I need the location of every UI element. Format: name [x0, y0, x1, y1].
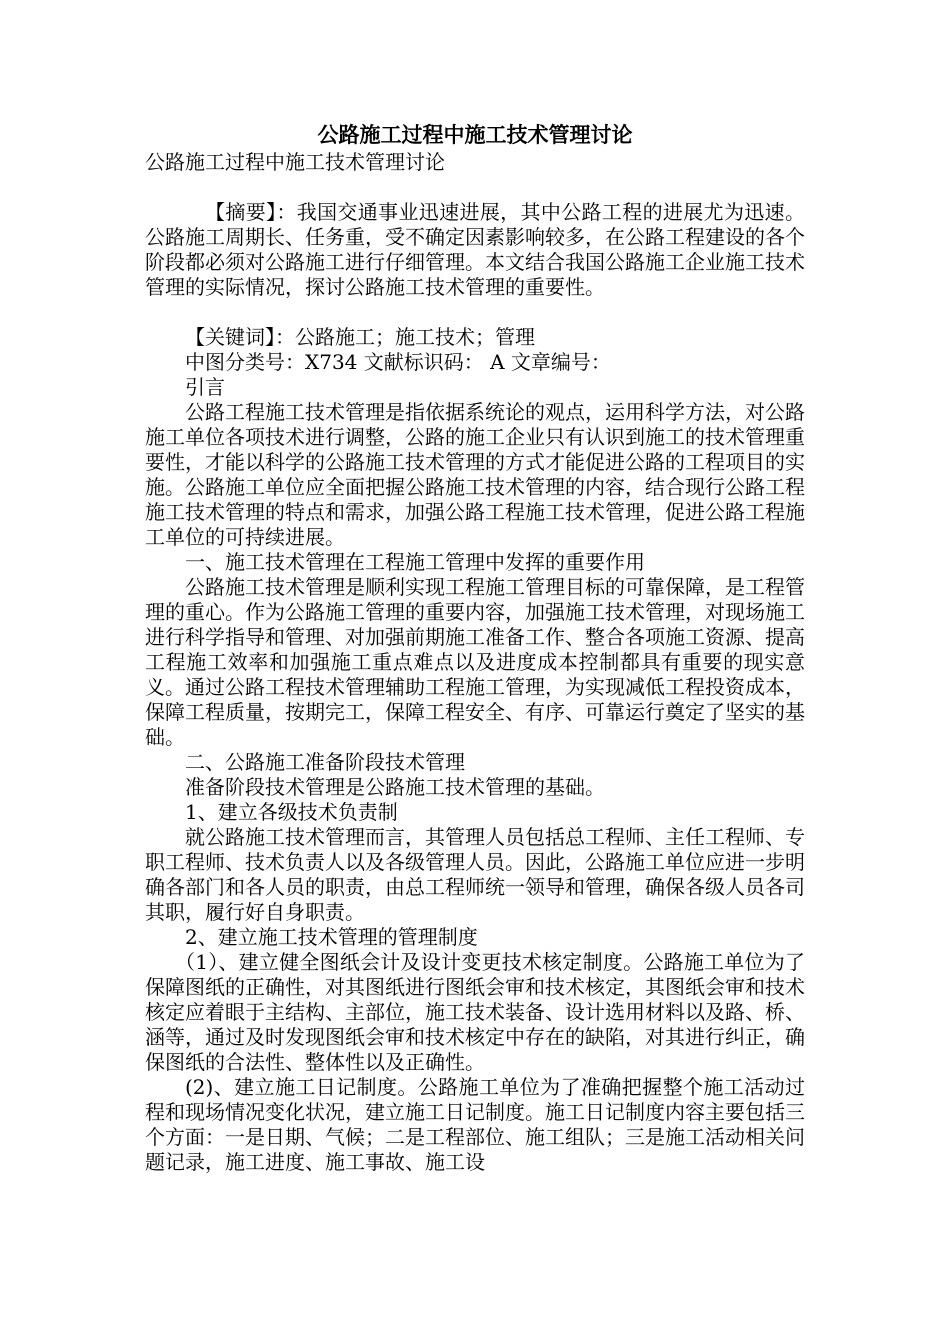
item1-paragraph: （1）、建立健全图纸会计及设计变更技术核定制度。公路施工单位为了保障图纸的正确性，对其图纸进行图纸会审和技术核定，其图纸会审和技术核定应着眼于主结构、主部位，施工技术装备、设计选用材料以及路、桥、涵等，通过及时发现图纸会审和技术核定中存在的缺陷，对其进行纠正，确保图纸的合法性、整体性以及正确性。 [145, 950, 805, 1074]
section2-intro: 准备阶段技术管理是公路施工技术管理的基础。 [185, 775, 605, 799]
intro-paragraph: 公路工程施工技术管理是指依据系统论的观点，运用科学方法，对公路施工单位各项技术进行调整，公路的施工企业只有认识到施工的技术管理重要性，才能以科学的公路施工技术管理的方式才能促进公路的工程项目的实施。公路施工单位应全面把握公路施工技术管理的内容，结合现行公路工程施工技术管理的特点和需求，加强公路工程施工技术管理，促进公路工程施工单位的可持续进展。 [145, 400, 805, 549]
section1-heading: 一、施工技术管理在工程施工管理中发挥的重要作用 [185, 550, 645, 574]
document-subtitle: 公路施工过程中施工技术管理讨论 [145, 150, 445, 174]
document-title: 公路施工过程中施工技术管理讨论 [317, 123, 633, 147]
section1-paragraph: 公路施工技术管理是顺利实现工程施工管理目标的可靠保障，是工程管理的重心。作为公路施工管理的重要内容，加强施工技术管理，对现场施工进行科学指导和管理、对加强前期施工准备工作、整合各项施工资源、提高工程施工效率和加强施工重点难点以及进度成本控制都具有重要的现实意义。通过公路工程技术管理辅助工程施工管理，为实现减低工程投资成本，保障工程质量，按期完工，保障工程安全、有序、可靠运行奠定了坚实的基础。 [145, 575, 805, 749]
item2-paragraph: (2)、建立施工日记制度。公路施工单位为了准确把握整个施工活动过程和现场情况变化状况，建立施工日记制度。施工日记制度内容主要包括三个方面：一是日期、气候；二是工程部位、施工组队；三是施工活动相关问题记录，施工进度、施工事故、施工设 [145, 1075, 805, 1174]
subsection2-heading: 2、建立施工技术管理的管理制度 [185, 925, 478, 949]
abstract-paragraph: 【摘要】：我国交通事业迅速进展，其中公路工程的进展尤为迅速。公路施工周期长、任务重，受不确定因素影响较多，在公路工程建设的各个阶段都必须对公路施工进行仔细管理。本文结合我国公路施工企业施工技术管理的实际情况，探讨公路施工技术管理的重要性。 [145, 200, 805, 299]
subsection1-heading: 1、建立各级技术负责制 [185, 800, 398, 824]
classification-line: 中图分类号：X734 文献标识码： A 文章编号： [185, 350, 611, 374]
subsection1-paragraph: 就公路施工技术管理而言，其管理人员包括总工程师、主任工程师、专职工程师、技术负责人以及各级管理人员。因此，公路施工单位应进一步明确各部门和各人员的职责，由总工程师统一领导和管理，确保各级人员各司其职，履行好自身职责。 [145, 825, 805, 924]
intro-heading: 引言 [185, 375, 225, 399]
keywords-line: 【关键词】：公路施工；施工技术；管理 [185, 325, 535, 349]
document-body [145, 150, 805, 1175]
section2-heading: 二、公路施工准备阶段技术管理 [185, 750, 465, 774]
